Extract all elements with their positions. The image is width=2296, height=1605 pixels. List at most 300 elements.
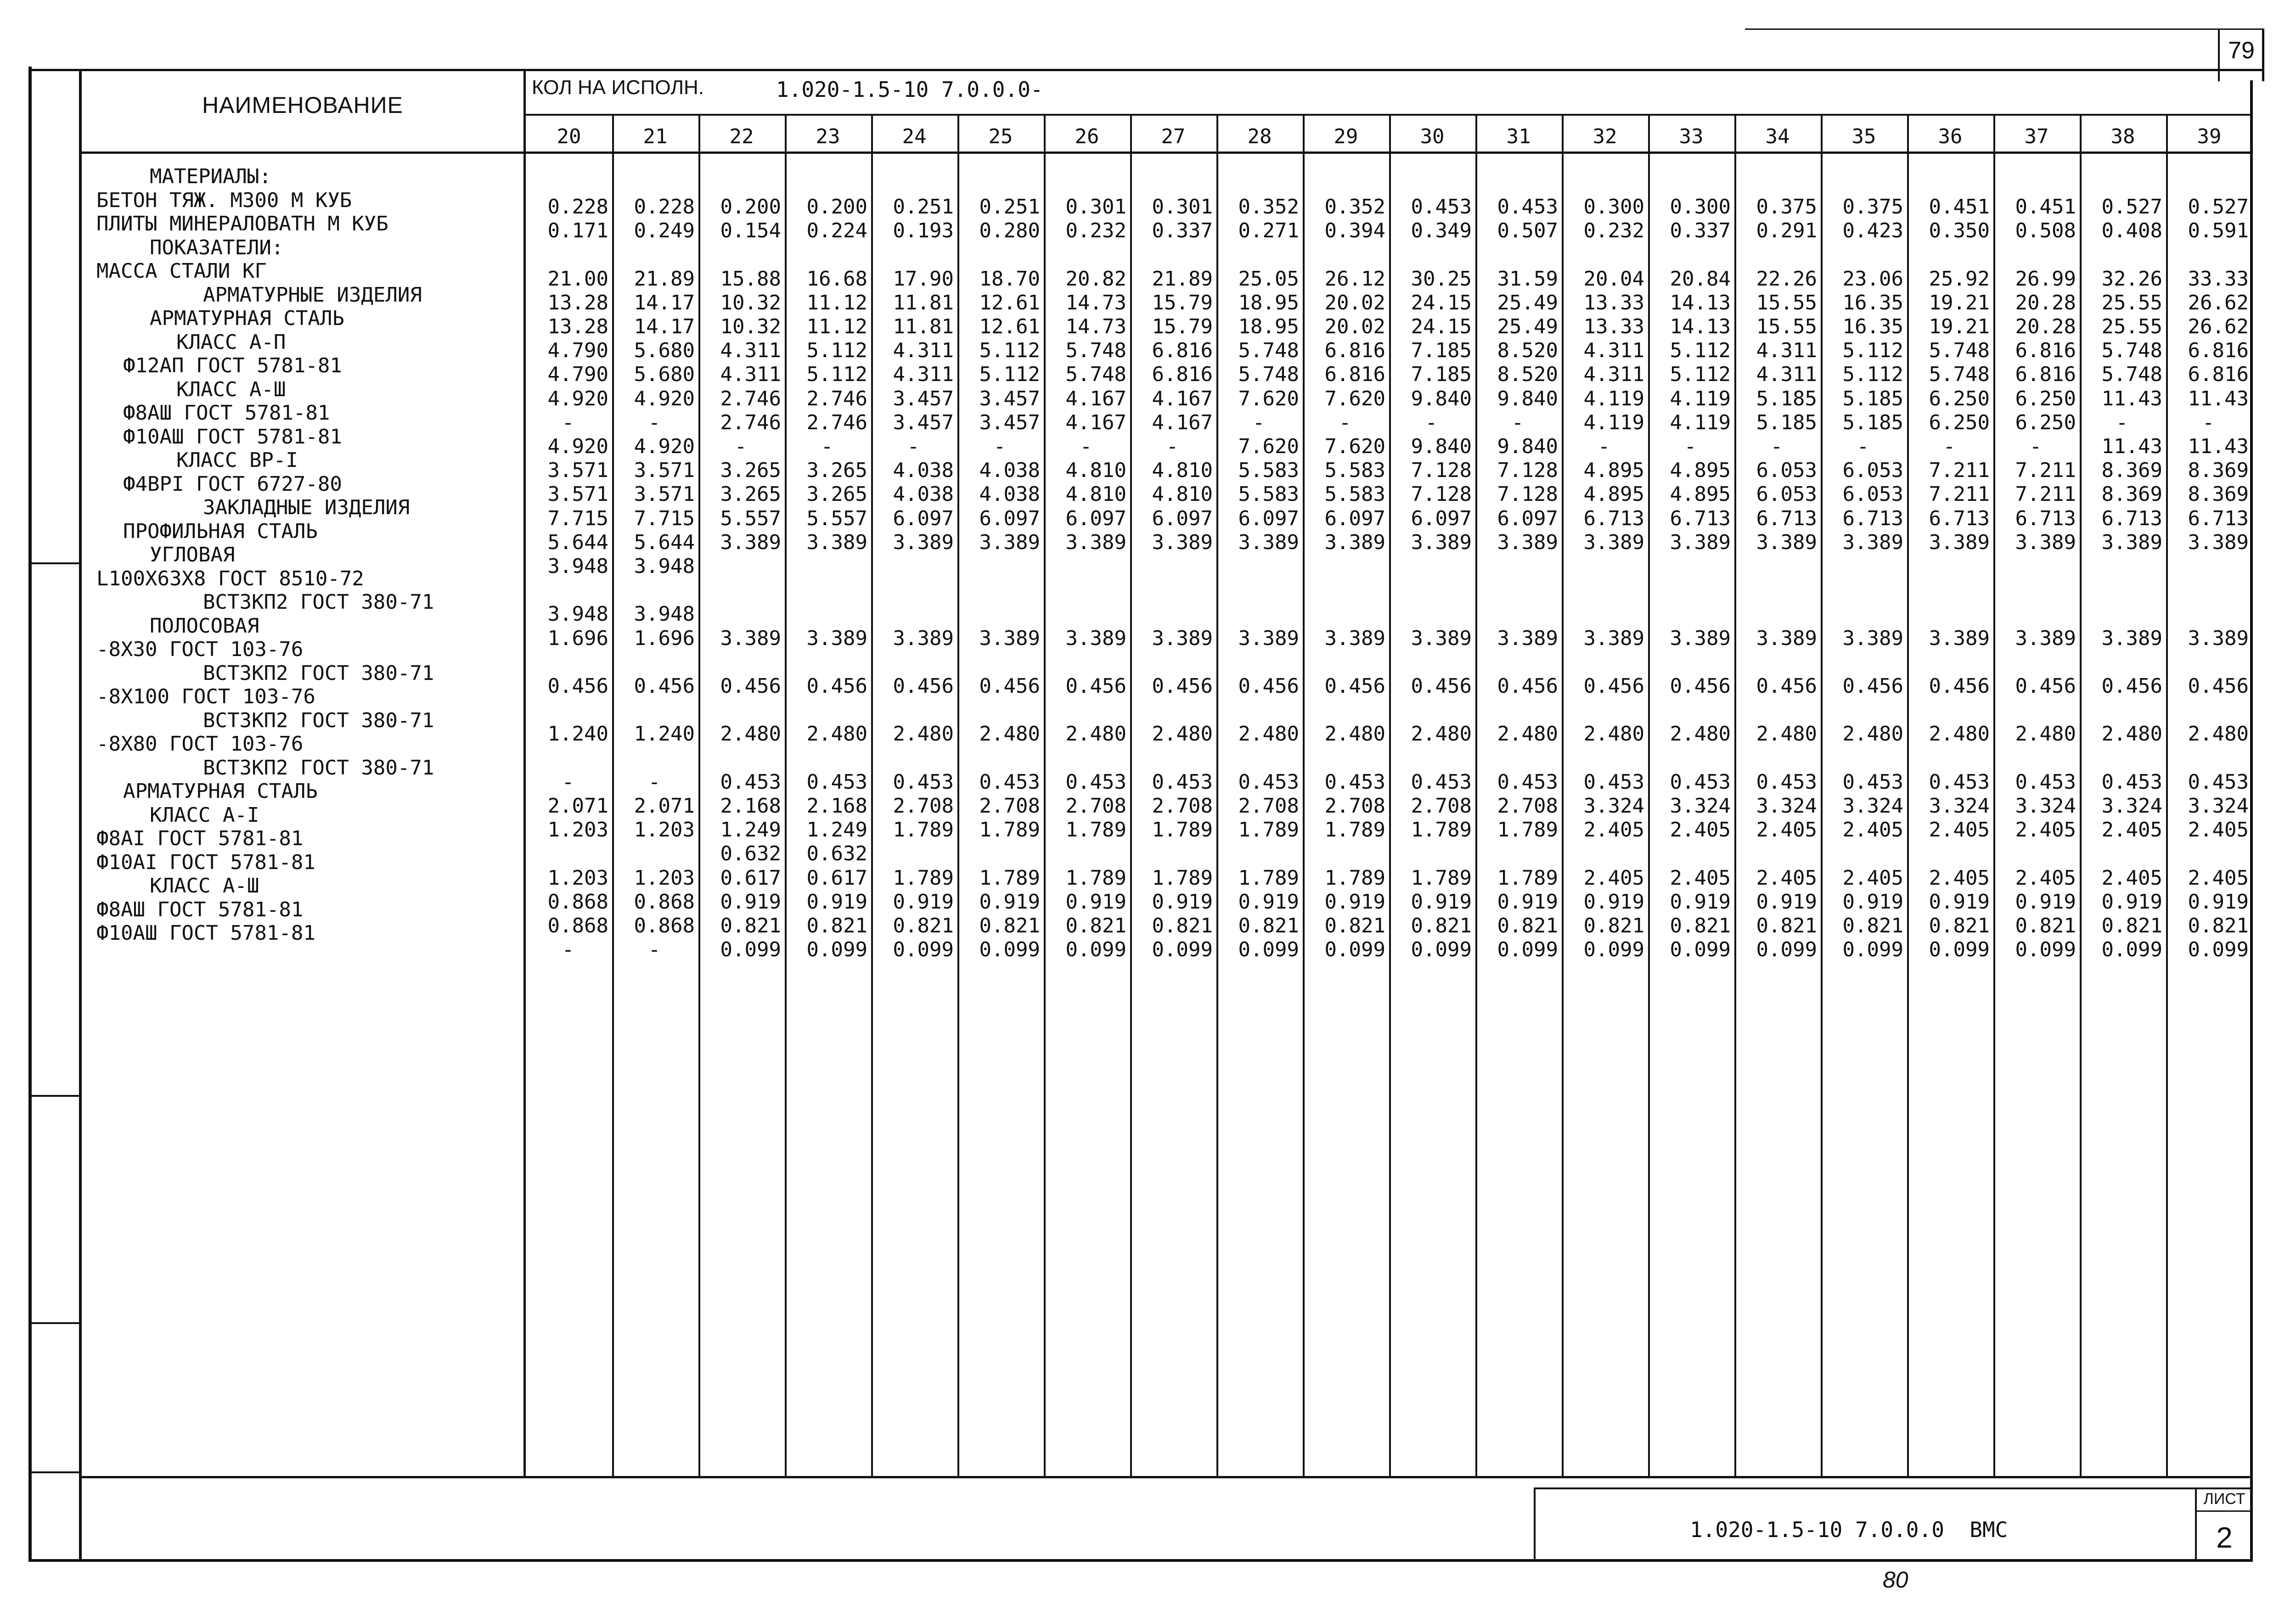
table-cell: 5.748: [1065, 339, 1126, 363]
table-cell: 14.17: [634, 291, 695, 314]
footer-doc-code: 1.020-1.5-10 7.0.0.0 ВМС: [1690, 1517, 2008, 1542]
table-cell: 0.456: [1670, 674, 1731, 698]
table-cell: 5.748: [1929, 339, 1990, 363]
table-cell: 0.451: [1929, 195, 1990, 219]
table-cell: 1.789: [1065, 866, 1126, 890]
table-cell: 3.948: [634, 555, 695, 578]
table-cell: 5.680: [634, 363, 695, 387]
material-label: ПЛИТЫ МИНЕРАЛОВАТН М КУБ: [96, 212, 388, 236]
table-cell: 26.12: [1324, 267, 1385, 291]
material-label: ЗАКЛАДНЫЕ ИЗДЕЛИЯ: [203, 496, 410, 519]
table-cell: 23.06: [1842, 267, 1903, 291]
pagebox-top: [1745, 28, 2264, 30]
table-cell: 1.789: [1497, 818, 1558, 842]
table-cell: 14.13: [1670, 291, 1731, 314]
table-cell: 2.405: [2188, 818, 2249, 842]
footer-stamp-top: [1534, 1487, 2253, 1489]
table-cell: -: [2116, 410, 2128, 434]
table-cell: 25.49: [1497, 315, 1558, 338]
table-cell: 4.790: [547, 339, 608, 363]
table-cell: 0.099: [2015, 938, 2076, 962]
table-cell: 0.527: [2188, 195, 2249, 219]
table-cell: -: [907, 435, 920, 458]
material-label: ВСТ3КП2 ГОСТ 380-71: [203, 756, 434, 780]
table-cell: 3.265: [720, 459, 781, 483]
table-cell: 5.185: [1756, 387, 1817, 410]
table-cell: 9.840: [1497, 387, 1558, 410]
table-cell: 3.389: [2101, 626, 2162, 650]
table-cell: 25.92: [1929, 267, 1990, 291]
table-cell: 0.821: [1756, 914, 1817, 937]
table-cell: 5.583: [1324, 459, 1385, 483]
material-label: -8X100 ГОСТ 103-76: [96, 685, 315, 708]
header-name-right: [523, 71, 526, 1476]
table-cell: 1.789: [893, 818, 954, 842]
margin-mark-3: [28, 1322, 79, 1324]
table-cell: 2.480: [2015, 722, 2076, 746]
table-cell: 3.457: [979, 410, 1040, 434]
table-cell: 0.821: [893, 914, 954, 937]
material-label: Ф10АI ГОСТ 5781-81: [96, 850, 315, 874]
column-number: 20: [557, 125, 581, 148]
table-cell: 0.291: [1756, 219, 1817, 243]
table-cell: 25.49: [1497, 291, 1558, 314]
sheet-label: ЛИСТ: [2203, 1490, 2245, 1508]
table-cell: 5.680: [634, 339, 695, 363]
table-cell: 0.821: [979, 914, 1040, 937]
table-cell: 3.324: [2015, 794, 2076, 818]
table-cell: 3.457: [893, 410, 954, 434]
table-cell: 1.240: [547, 722, 608, 746]
footer-sheet-left: [2195, 1487, 2197, 1561]
table-cell: 3.389: [1238, 530, 1299, 554]
table-cell: -: [562, 410, 574, 434]
table-cell: 2.071: [547, 794, 608, 818]
table-cell: 0.456: [1929, 674, 1990, 698]
table-cell: -: [1511, 410, 1524, 434]
material-label: Ф10АШ ГОСТ 5781-81: [96, 921, 315, 945]
table-cell: 1.789: [1065, 818, 1126, 842]
table-cell: -: [993, 435, 1006, 458]
table-cell: -: [1166, 435, 1179, 458]
table-cell: 2.405: [2188, 866, 2249, 890]
table-cell: 3.389: [2188, 626, 2249, 650]
table-cell: 6.713: [2188, 506, 2249, 530]
table-cell: 6.250: [1929, 387, 1990, 410]
table-cell: -: [648, 938, 661, 962]
table-cell: 25.55: [2101, 315, 2162, 338]
table-cell: 24.15: [1411, 291, 1472, 314]
table-cell: 0.375: [1842, 195, 1903, 219]
table-cell: 0.453: [2188, 770, 2249, 794]
table-cell: 2.480: [1411, 722, 1472, 746]
table-cell: 0.456: [979, 674, 1040, 698]
table-cell: 4.895: [1583, 483, 1644, 506]
table-cell: 11.12: [806, 291, 867, 314]
table-cell: 5.583: [1238, 459, 1299, 483]
table-cell: 4.167: [1152, 387, 1213, 410]
table-cell: 3.571: [634, 483, 695, 506]
column-number: 30: [1420, 125, 1445, 148]
table-cell: 0.352: [1238, 195, 1299, 219]
table-cell: 0.099: [1583, 938, 1644, 962]
table-cell: 31.59: [1497, 267, 1558, 291]
table-cell: 2.405: [1842, 866, 1903, 890]
page-number: 79: [2228, 37, 2255, 64]
table-cell: 6.097: [893, 506, 954, 530]
table-cell: 4.311: [1583, 339, 1644, 363]
table-cell: 0.453: [1497, 770, 1558, 794]
table-cell: 2.168: [806, 794, 867, 818]
column-number: 38: [2110, 125, 2135, 148]
table-cell: 0.337: [1670, 219, 1731, 243]
material-label: КЛАСС А-I: [150, 803, 259, 827]
table-cell: 2.746: [806, 387, 867, 410]
table-cell: 20.28: [2015, 291, 2076, 314]
table-cell: 6.816: [2188, 339, 2249, 363]
table-cell: 0.632: [806, 842, 867, 866]
table-cell: 2.405: [2101, 818, 2162, 842]
table-cell: 2.405: [1756, 818, 1817, 842]
table-cell: 2.480: [1152, 722, 1213, 746]
table-cell: 14.73: [1065, 291, 1126, 314]
table-cell: 2.746: [720, 387, 781, 410]
table-cell: 6.097: [1238, 506, 1299, 530]
material-label: Ф12АП ГОСТ 5781-81: [123, 354, 342, 377]
table-cell: 0.821: [1497, 914, 1558, 937]
table-cell: 7.715: [634, 506, 695, 530]
table-cell: 7.715: [547, 506, 608, 530]
table-cell: -: [2029, 435, 2042, 458]
table-cell: 1.789: [979, 818, 1040, 842]
table-cell: 13.28: [547, 315, 608, 338]
table-cell: -: [1252, 410, 1265, 434]
table-cell: 2.405: [1929, 866, 1990, 890]
material-label: КЛАСС А-П: [176, 330, 286, 354]
table-cell: 4.311: [893, 363, 954, 387]
material-label: ПРОФИЛЬНАЯ СТАЛЬ: [123, 519, 318, 543]
table-cell: 9.840: [1411, 435, 1472, 458]
table-cell: 0.232: [1065, 219, 1126, 243]
material-label: Ф10АШ ГОСТ 5781-81: [123, 425, 342, 449]
table-cell: 3.389: [1670, 626, 1731, 650]
table-cell: 1.696: [634, 626, 695, 650]
material-label: АРМАТУРНАЯ СТАЛЬ: [150, 307, 344, 330]
table-cell: 2.708: [1152, 794, 1213, 818]
table-cell: 1.696: [547, 626, 608, 650]
table-cell: 0.868: [634, 890, 695, 914]
table-cell: 6.713: [1929, 506, 1990, 530]
table-cell: 4.790: [547, 363, 608, 387]
table-cell: 7.620: [1238, 387, 1299, 410]
table-cell: 7.128: [1497, 459, 1558, 483]
table-cell: 3.324: [2101, 794, 2162, 818]
table-cell: 6.097: [979, 506, 1040, 530]
material-label: ВСТ3КП2 ГОСТ 380-71: [203, 661, 434, 685]
table-cell: 24.15: [1411, 315, 1472, 338]
table-cell: 0.154: [720, 219, 781, 243]
table-cell: 13.33: [1583, 291, 1644, 314]
header-doc-code: 1.020-1.5-10 7.0.0.0-: [776, 77, 1043, 102]
table-cell: 3.571: [547, 483, 608, 506]
table-cell: -: [1684, 435, 1697, 458]
table-cell: -: [734, 435, 747, 458]
table-cell: 3.324: [1756, 794, 1817, 818]
table-cell: 1.789: [979, 866, 1040, 890]
table-cell: 0.919: [1670, 890, 1731, 914]
table-cell: 15.79: [1152, 315, 1213, 338]
table-cell: 0.919: [1411, 890, 1472, 914]
table-cell: 4.311: [720, 363, 781, 387]
table-cell: 3.265: [806, 483, 867, 506]
table-cell: 2.405: [1929, 818, 1990, 842]
table-cell: 6.097: [1497, 506, 1558, 530]
table-cell: 3.389: [1324, 530, 1385, 554]
table-cell: 20.02: [1324, 315, 1385, 338]
column-number: 33: [1679, 125, 1704, 148]
table-cell: 0.456: [1065, 674, 1126, 698]
material-label: КЛАСС А-Ш: [176, 377, 286, 401]
table-cell: 0.456: [547, 674, 608, 698]
footer-sheet-mid: [2195, 1510, 2253, 1512]
table-cell: 15.88: [720, 267, 781, 291]
table-cell: 5.748: [2101, 339, 2162, 363]
qty-header-label: КОЛ НА ИСПОЛН.: [532, 76, 704, 99]
table-cell: 0.228: [547, 195, 608, 219]
table-cell: 9.840: [1497, 435, 1558, 458]
table-cell: 0.919: [1583, 890, 1644, 914]
table-cell: 11.81: [893, 315, 954, 338]
material-label: Ф8АI ГОСТ 5781-81: [96, 827, 304, 850]
table-cell: 26.62: [2188, 291, 2249, 314]
table-cell: 3.389: [1065, 626, 1126, 650]
table-cell: 2.405: [2015, 866, 2076, 890]
table-cell: 1.789: [1497, 866, 1558, 890]
table-cell: 32.26: [2101, 267, 2162, 291]
table-cell: 0.919: [2101, 890, 2162, 914]
table-cell: 0.456: [893, 674, 954, 698]
table-cell: 3.389: [1929, 530, 1990, 554]
table-cell: 3.389: [720, 530, 781, 554]
table-cell: 3.389: [1583, 626, 1644, 650]
column-number: 28: [1247, 125, 1272, 148]
table-cell: 4.920: [634, 387, 695, 410]
table-cell: 15.55: [1756, 315, 1817, 338]
table-cell: 3.389: [1238, 626, 1299, 650]
table-cell: 0.301: [1065, 195, 1126, 219]
table-cell: 0.453: [1411, 195, 1472, 219]
table-cell: 4.895: [1583, 459, 1644, 483]
table-cell: 0.453: [1583, 770, 1644, 794]
table-cell: 18.70: [979, 267, 1040, 291]
table-cell: 0.453: [2015, 770, 2076, 794]
table-cell: -: [562, 770, 574, 794]
material-label: МАТЕРИАЛЫ:: [150, 165, 271, 188]
table-cell: 0.453: [1065, 770, 1126, 794]
sheet-number: 2: [2216, 1521, 2233, 1554]
table-cell: 0.821: [1411, 914, 1472, 937]
table-cell: 0.099: [1756, 938, 1817, 962]
table-cell: 7.211: [2015, 459, 2076, 483]
table-cell: 20.84: [1670, 267, 1731, 291]
table-cell: 7.211: [1929, 459, 1990, 483]
table-cell: 4.167: [1065, 387, 1126, 410]
table-cell: 2.405: [1670, 866, 1731, 890]
table-cell: 0.453: [1152, 770, 1213, 794]
table-cell: 8.369: [2101, 483, 2162, 506]
table-cell: 1.249: [720, 818, 781, 842]
table-cell: 6.816: [1152, 363, 1213, 387]
table-cell: 16.35: [1842, 315, 1903, 338]
table-cell: 0.301: [1152, 195, 1213, 219]
table-cell: 4.119: [1583, 387, 1644, 410]
material-label: -8X80 ГОСТ 103-76: [96, 732, 304, 756]
table-cell: 2.708: [1497, 794, 1558, 818]
table-cell: 0.821: [2188, 914, 2249, 937]
material-label: ПОКАЗАТЕЛИ:: [150, 236, 284, 259]
table-cell: 2.480: [1756, 722, 1817, 746]
table-cell: 7.185: [1411, 363, 1472, 387]
material-label: АРМАТУРНАЯ СТАЛЬ: [123, 780, 318, 803]
table-cell: 0.453: [1324, 770, 1385, 794]
table-cell: 4.038: [979, 483, 1040, 506]
table-cell: 0.453: [979, 770, 1040, 794]
table-cell: 6.053: [1842, 483, 1903, 506]
table-cell: 4.810: [1065, 459, 1126, 483]
table-cell: 0.617: [806, 866, 867, 890]
table-cell: 0.456: [720, 674, 781, 698]
column-number: 36: [1938, 125, 1963, 148]
table-cell: 5.185: [1756, 410, 1817, 434]
table-cell: 16.35: [1842, 291, 1903, 314]
table-cell: 3.389: [1324, 626, 1385, 650]
table-cell: 5.583: [1324, 483, 1385, 506]
table-cell: 6.713: [1670, 506, 1731, 530]
table-cell: 0.408: [2101, 219, 2162, 243]
table-cell: 6.816: [2015, 363, 2076, 387]
table-cell: 6.053: [1756, 459, 1817, 483]
table-cell: 3.389: [1842, 626, 1903, 650]
table-cell: 5.112: [1670, 339, 1731, 363]
table-cell: 6.053: [1842, 459, 1903, 483]
table-cell: 3.389: [1756, 626, 1817, 650]
table-cell: 10.32: [720, 315, 781, 338]
table-cell: 5.644: [547, 530, 608, 554]
table-cell: 3.389: [1497, 530, 1558, 554]
table-cell: 0.451: [2015, 195, 2076, 219]
table-cell: 15.79: [1152, 291, 1213, 314]
table-cell: 0.821: [1929, 914, 1990, 937]
table-cell: 3.389: [806, 626, 867, 650]
table-cell: 25.05: [1238, 267, 1299, 291]
material-label: АРМАТУРНЫЕ ИЗДЕЛИЯ: [203, 283, 422, 307]
table-cell: 0.456: [1152, 674, 1213, 698]
table-cell: 3.389: [1065, 530, 1126, 554]
table-cell: 4.895: [1670, 483, 1731, 506]
table-cell: 5.112: [1842, 339, 1903, 363]
table-cell: 2.480: [2188, 722, 2249, 746]
table-cell: 8.520: [1497, 363, 1558, 387]
table-cell: 7.211: [2015, 483, 2076, 506]
table-cell: 3.389: [1929, 626, 1990, 650]
table-cell: 1.203: [634, 818, 695, 842]
table-cell: 2.480: [1238, 722, 1299, 746]
table-cell: 0.228: [634, 195, 695, 219]
table-cell: 0.507: [1497, 219, 1558, 243]
table-cell: 5.644: [634, 530, 695, 554]
table-cell: 3.389: [979, 626, 1040, 650]
table-cell: 8.369: [2101, 459, 2162, 483]
table-cell: 5.748: [1238, 363, 1299, 387]
table-cell: 3.389: [1583, 530, 1644, 554]
table-cell: 0.453: [1756, 770, 1817, 794]
table-cell: 3.389: [979, 530, 1040, 554]
table-cell: 1.789: [1152, 818, 1213, 842]
table-cell: 0.919: [720, 890, 781, 914]
table-cell: 0.919: [2015, 890, 2076, 914]
table-cell: 6.713: [1842, 506, 1903, 530]
frame-outer-left: [28, 67, 32, 1561]
column-number: 23: [816, 125, 840, 148]
table-cell: 5.748: [1929, 363, 1990, 387]
table-cell: 2.405: [1583, 818, 1644, 842]
table-cell: 0.375: [1756, 195, 1817, 219]
material-label: БЕТОН ТЯЖ. М300 М КУБ: [96, 188, 352, 212]
margin-mark-4: [28, 1471, 79, 1473]
table-cell: 3.324: [1670, 794, 1731, 818]
table-cell: 2.480: [1324, 722, 1385, 746]
table-cell: 0.456: [806, 674, 867, 698]
table-cell: 0.868: [634, 914, 695, 937]
table-cell: 2.168: [720, 794, 781, 818]
table-cell: 0.919: [1842, 890, 1903, 914]
material-label: Ф8АШ ГОСТ 5781-81: [123, 401, 330, 425]
table-cell: -: [1943, 435, 1956, 458]
footer-stamp-left: [1534, 1487, 1536, 1561]
table-cell: 6.097: [1324, 506, 1385, 530]
table-cell: 3.389: [720, 626, 781, 650]
table-cell: 3.324: [1929, 794, 1990, 818]
material-label: УГЛОВАЯ: [150, 543, 235, 567]
table-cell: 2.405: [1583, 866, 1644, 890]
table-cell: 0.193: [893, 219, 954, 243]
table-cell: 2.746: [720, 410, 781, 434]
material-label: КЛАСС А-Ш: [150, 874, 259, 898]
table-cell: 3.948: [547, 555, 608, 578]
table-cell: 0.453: [1842, 770, 1903, 794]
table-cell: 4.311: [1583, 363, 1644, 387]
column-number: 39: [2197, 125, 2222, 148]
table-cell: 3.389: [1411, 530, 1472, 554]
table-cell: 0.919: [1152, 890, 1213, 914]
table-cell: 0.271: [1238, 219, 1299, 243]
table-cell: 0.456: [1842, 674, 1903, 698]
table-cell: 1.240: [634, 722, 695, 746]
material-label: КЛАСС ВР-I: [176, 449, 298, 472]
table-cell: 3.948: [634, 602, 695, 626]
table-cell: 0.919: [1929, 890, 1990, 914]
table-cell: 4.810: [1065, 483, 1126, 506]
table-cell: -: [2202, 410, 2215, 434]
table-cell: 0.200: [720, 195, 781, 219]
table-cell: 0.821: [1670, 914, 1731, 937]
table-cell: 0.919: [1238, 890, 1299, 914]
table-cell: 13.33: [1583, 315, 1644, 338]
table-cell: 25.55: [2101, 291, 2162, 314]
header-bottom: [79, 152, 2253, 154]
table-cell: 11.43: [2101, 387, 2162, 410]
table-cell: 5.112: [979, 339, 1040, 363]
